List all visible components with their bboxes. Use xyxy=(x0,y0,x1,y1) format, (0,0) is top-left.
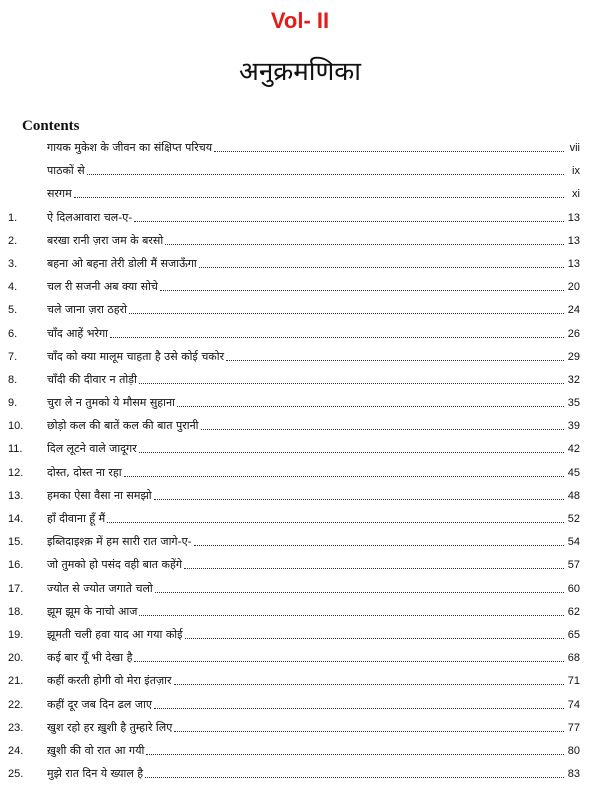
dot-leader xyxy=(110,337,564,338)
toc-page-number: 71 xyxy=(567,675,580,688)
toc-page-number: 80 xyxy=(567,744,580,757)
toc-title: चुरा ले न तुमको ये मौसम सुहाना xyxy=(47,396,175,410)
toc-title: कहीं दूर जब दिन ढल जाए xyxy=(47,697,152,711)
toc-title: छोड़ो कल की बातें कल की बात पुरानी xyxy=(47,419,199,433)
toc-title: जो तुमको हो पसंद वही बात कहेंगे xyxy=(47,558,183,572)
toc-entry xyxy=(47,211,580,225)
toc-page-number: 52 xyxy=(567,513,580,525)
toc-row xyxy=(0,230,600,253)
toc-entry xyxy=(47,303,580,317)
toc-row xyxy=(0,717,600,740)
toc-row xyxy=(0,740,600,763)
toc-number: 3. xyxy=(8,257,18,270)
toc-title: बरखा रानी ज़रा जम के बरसो xyxy=(47,233,164,247)
dot-leader xyxy=(154,708,564,709)
toc-number: 12. xyxy=(8,466,24,479)
dot-leader xyxy=(160,290,564,291)
toc-title: पाठकों से xyxy=(47,164,85,178)
toc-page-number: 60 xyxy=(567,582,580,595)
toc-entry xyxy=(47,721,580,735)
toc-title: ऐ दिलआवारा चल-ए- xyxy=(47,210,133,224)
toc-title: ज्योत से ज्योत जगाते चलो xyxy=(47,581,153,595)
toc-title: चाँदी की दीवार न तोड़ी xyxy=(47,372,137,386)
toc-number: 15. xyxy=(8,536,24,549)
toc-number: 21. xyxy=(8,675,24,688)
toc-page-number: 13 xyxy=(567,257,580,270)
dot-leader xyxy=(184,568,564,569)
toc-row xyxy=(0,601,600,624)
toc-title: मुझे रात दिन ये ख्याल है xyxy=(47,767,144,781)
toc-number: 7. xyxy=(8,350,18,363)
toc-entry xyxy=(47,234,580,248)
toc-number: 25. xyxy=(8,768,24,781)
toc-row xyxy=(0,253,600,276)
toc-page-number: 45 xyxy=(567,466,580,479)
toc-row xyxy=(0,554,600,577)
toc-number: 24. xyxy=(8,744,24,757)
toc-row xyxy=(0,763,600,786)
toc-page-number: vii xyxy=(569,142,580,154)
toc-row xyxy=(0,531,600,554)
toc-entry xyxy=(47,651,580,665)
toc-number: 13. xyxy=(8,489,24,502)
toc-title: चले जाना ज़रा ठहरो xyxy=(47,303,127,317)
toc-title: ख़ुशी की वो रात आ गयी xyxy=(47,743,145,757)
toc-page-number: 13 xyxy=(567,234,580,247)
toc-page-number: 24 xyxy=(567,304,580,317)
toc-page-number: 54 xyxy=(567,536,580,549)
toc-entry xyxy=(47,605,580,619)
dot-leader xyxy=(185,638,564,639)
dot-leader xyxy=(145,777,564,778)
toc-page-number: 65 xyxy=(567,628,580,641)
toc-row xyxy=(0,392,600,415)
dot-leader xyxy=(154,499,564,500)
page-title: अनुक्रमणिका xyxy=(238,57,362,87)
dot-leader xyxy=(214,151,564,152)
toc-entry xyxy=(47,535,580,549)
dot-leader xyxy=(139,452,564,453)
toc-number: 16. xyxy=(8,559,24,572)
toc-page-number: 20 xyxy=(567,281,580,294)
toc-row xyxy=(0,323,600,346)
toc-number: 19. xyxy=(8,628,24,641)
toc-page-number: 13 xyxy=(567,211,580,224)
toc-entry xyxy=(47,187,580,201)
toc-row xyxy=(0,299,600,322)
toc-page-number: 57 xyxy=(567,559,580,572)
toc-row xyxy=(0,670,600,693)
dot-leader xyxy=(155,592,564,593)
table-of-contents xyxy=(0,137,600,786)
toc-entry xyxy=(47,744,580,758)
toc-page-number: 62 xyxy=(567,605,580,618)
toc-number: 22. xyxy=(8,698,24,711)
toc-row xyxy=(0,369,600,392)
toc-entry xyxy=(47,767,580,781)
toc-row xyxy=(0,485,600,508)
toc-entry xyxy=(47,419,580,433)
toc-page-number: 48 xyxy=(567,489,580,502)
toc-entry xyxy=(47,512,580,526)
volume-label: Vol- II xyxy=(270,8,330,33)
toc-title: कई बार यूँ भी देखा है xyxy=(47,651,133,665)
toc-page-number: 35 xyxy=(567,397,580,410)
toc-entry xyxy=(47,698,580,712)
toc-page-number: xi xyxy=(572,188,580,201)
toc-row xyxy=(0,346,600,369)
toc-entry xyxy=(47,396,580,410)
toc-row xyxy=(0,276,600,299)
dot-leader xyxy=(194,545,564,546)
toc-row xyxy=(0,415,600,438)
toc-entry xyxy=(47,582,580,596)
toc-title: गायक मुकेश के जीवन का संक्षिप्त परिचय xyxy=(47,141,213,154)
toc-row xyxy=(0,207,600,230)
toc-title: कहीं करती होगी वो मेरा इंतज़ार xyxy=(47,674,172,688)
dot-leader xyxy=(199,267,564,268)
dot-leader xyxy=(87,174,564,175)
toc-page-number: 77 xyxy=(567,721,580,734)
toc-page-number: 74 xyxy=(567,698,580,711)
toc-title: सरगम xyxy=(47,187,72,201)
toc-entry xyxy=(47,466,580,480)
contents-heading: Contents xyxy=(22,118,80,134)
toc-entry xyxy=(47,373,580,387)
toc-number: 11. xyxy=(8,443,23,456)
toc-page-number: 42 xyxy=(567,443,580,456)
toc-number: 6. xyxy=(8,327,18,340)
dot-leader xyxy=(226,360,564,361)
toc-entry xyxy=(47,141,580,155)
toc-title: दिल लूटने वाले जादूगर xyxy=(47,442,137,456)
dot-leader xyxy=(107,522,564,523)
toc-number: 18. xyxy=(8,605,24,618)
toc-number: 23. xyxy=(8,721,24,734)
dot-leader xyxy=(174,731,564,732)
dot-leader xyxy=(134,221,564,222)
toc-number: 8. xyxy=(8,373,18,386)
dot-leader xyxy=(165,244,564,245)
toc-title: हाँ दीवाना हूँ मैं xyxy=(47,512,106,525)
toc-row xyxy=(0,438,600,461)
toc-row xyxy=(0,183,600,206)
toc-title: इब्तिदाइश्क़ में हम सारी रात जागे-ए- xyxy=(47,535,192,549)
dot-leader xyxy=(134,661,564,662)
toc-entry xyxy=(47,628,580,642)
toc-entry xyxy=(47,280,580,294)
toc-number: 5. xyxy=(8,304,18,317)
toc-entry xyxy=(47,442,580,456)
dot-leader xyxy=(146,754,564,755)
dot-leader xyxy=(174,684,565,685)
toc-entry xyxy=(47,674,580,688)
toc-title: चाँद आहें भरेगा xyxy=(47,326,109,340)
dot-leader xyxy=(139,615,564,616)
toc-number: 10. xyxy=(8,420,24,433)
toc-page-number: 26 xyxy=(567,327,580,340)
toc-entry xyxy=(47,489,580,503)
toc-row xyxy=(0,624,600,647)
toc-number: 14. xyxy=(8,513,24,525)
toc-title: दोस्त, दोस्त ना रहा xyxy=(47,465,122,479)
toc-row xyxy=(0,647,600,670)
toc-title: खुश रहो हर ख़ुशी है तुम्हारे लिए xyxy=(47,720,173,734)
toc-title: हमका ऐसा वैसा ना समझो xyxy=(47,488,152,502)
toc-number: 4. xyxy=(8,281,18,294)
dot-leader xyxy=(177,406,564,407)
toc-row xyxy=(0,462,600,485)
toc-page-number: 32 xyxy=(567,373,580,386)
toc-number: 20. xyxy=(8,652,24,665)
toc-row xyxy=(0,694,600,717)
toc-title: चल री सजनी अब क्या सोचे xyxy=(47,280,158,294)
toc-entry xyxy=(47,164,580,178)
toc-entry xyxy=(47,327,580,341)
toc-row xyxy=(0,508,600,531)
dot-leader xyxy=(129,313,564,314)
toc-page-number: 29 xyxy=(567,350,580,363)
toc-page-number: ix xyxy=(572,165,580,178)
toc-row xyxy=(0,578,600,601)
toc-entry xyxy=(47,558,580,572)
toc-page-number: 39 xyxy=(567,420,580,433)
toc-page-number: 68 xyxy=(567,652,580,665)
toc-row xyxy=(0,160,600,183)
toc-entry xyxy=(47,257,580,271)
toc-entry xyxy=(47,350,580,364)
toc-number: 17. xyxy=(8,582,24,595)
toc-title: बहना ओ बहना तेरी डोली मैं सजाऊँगा xyxy=(47,256,197,270)
dot-leader xyxy=(74,197,564,198)
toc-title: चाँद को क्या मालूम चाहता है उसे कोई चकोर xyxy=(47,349,225,363)
toc-number: 2. xyxy=(8,234,18,247)
toc-page-number: 83 xyxy=(567,768,580,781)
toc-number: 1. xyxy=(8,211,18,224)
dot-leader xyxy=(139,383,564,384)
toc-title: झूमती चली हवा याद आ गया कोई xyxy=(47,627,183,641)
toc-number: 9. xyxy=(8,397,18,410)
toc-row xyxy=(0,137,600,160)
dot-leader xyxy=(201,429,564,430)
dot-leader xyxy=(124,476,564,477)
toc-title: झूम झूम के नाचो आज xyxy=(47,604,138,618)
